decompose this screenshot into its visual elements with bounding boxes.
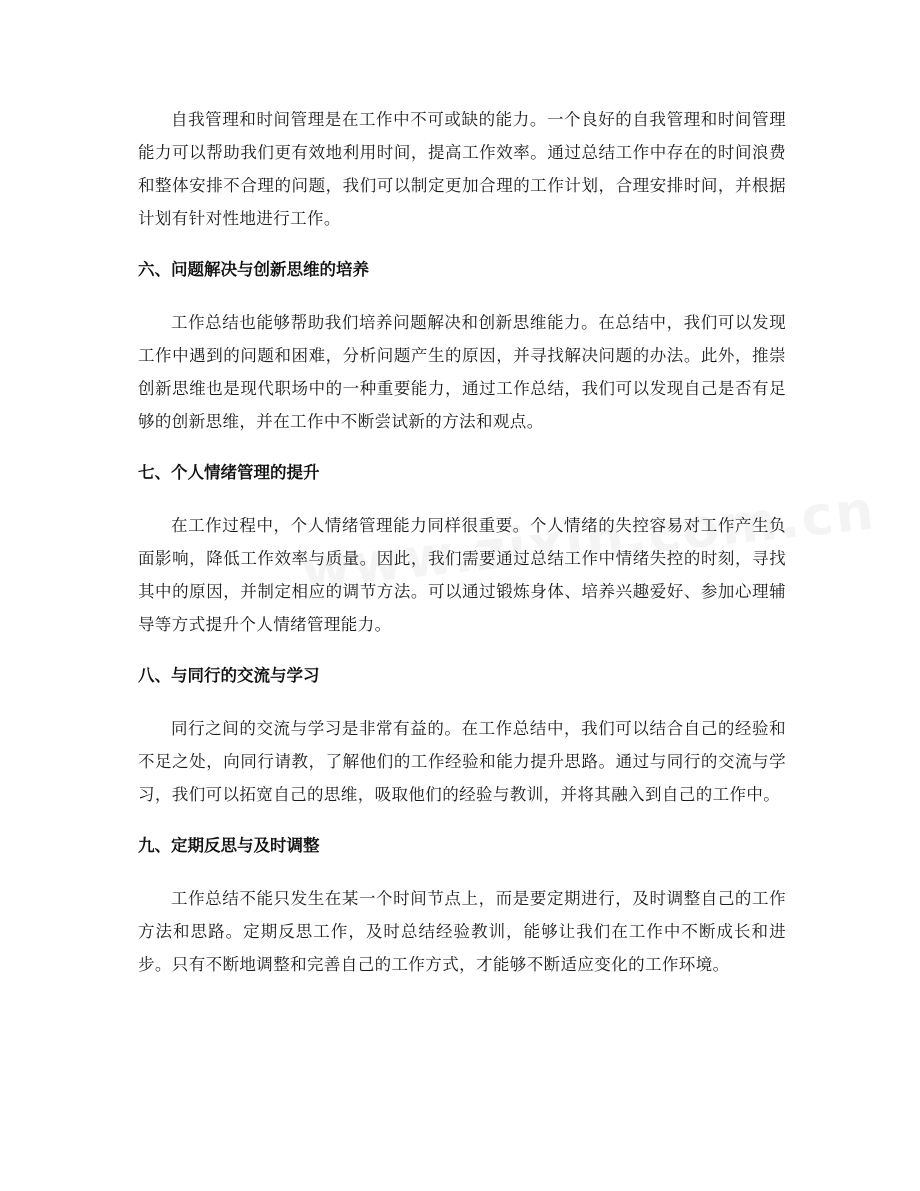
section-7-heading: 七、个人情绪管理的提升 xyxy=(138,463,320,482)
document-body xyxy=(138,103,786,981)
section-9-heading: 九、定期反思与及时调整 xyxy=(138,836,320,855)
section-6-heading: 六、问题解决与创新思维的培养 xyxy=(138,260,369,279)
section-6-paragraph: 工作总结也能够帮助我们培养问题解决和创新思维能力。在总结中，我们可以发现工作中遇到的问题和困难，分析问题产生的原因，并寻找解决问题的办法。此外，推崇创新思维也是现代职场中的一种重要能力，通过工作总结，我们可以发现自己是否有足够的创新思维，并在工作中不断尝试新的方法和观点。 xyxy=(138,313,786,431)
section-9-paragraph: 工作总结不能只发生在某一个时间节点上，而是要定期进行，及时调整自己的工作方法和思路。定期反思工作，及时总结经验教训，能够让我们在工作中不断成长和进步。只有不断地调整和完善自己的工作方式，才能够不断适应变化的工作环境。 xyxy=(138,889,786,974)
intro-paragraph: 自我管理和时间管理是在工作中不可或缺的能力。一个良好的自我管理和时间管理能力可以帮助我们更有效地利用时间，提高工作效率。通过总结工作中存在的时间浪费和整体安排不合理的问题，我们可以制定更加合理的工作计划，合理安排时间，并根据计划有针对性地进行工作。 xyxy=(138,110,786,228)
section-7-paragraph: 在工作过程中，个人情绪管理能力同样很重要。个人情绪的失控容易对工作产生负面影响，降低工作效率与质量。因此，我们需要通过总结工作中情绪失控的时刻，寻找其中的原因，并制定相应的调节方法。可以通过锻炼身体、培养兴趣爱好、参加心理辅导等方式提升个人情绪管理能力。 xyxy=(138,516,786,634)
section-8-heading: 八、与同行的交流与学习 xyxy=(138,666,320,685)
section-8-paragraph: 同行之间的交流与学习是非常有益的。在工作总结中，我们可以结合自己的经验和不足之处，向同行请教，了解他们的工作经验和能力提升思路。通过与同行的交流与学习，我们可以拓宽自己的思维，吸取他们的经验与教训，并将其融入到自己的工作中。 xyxy=(138,719,786,804)
